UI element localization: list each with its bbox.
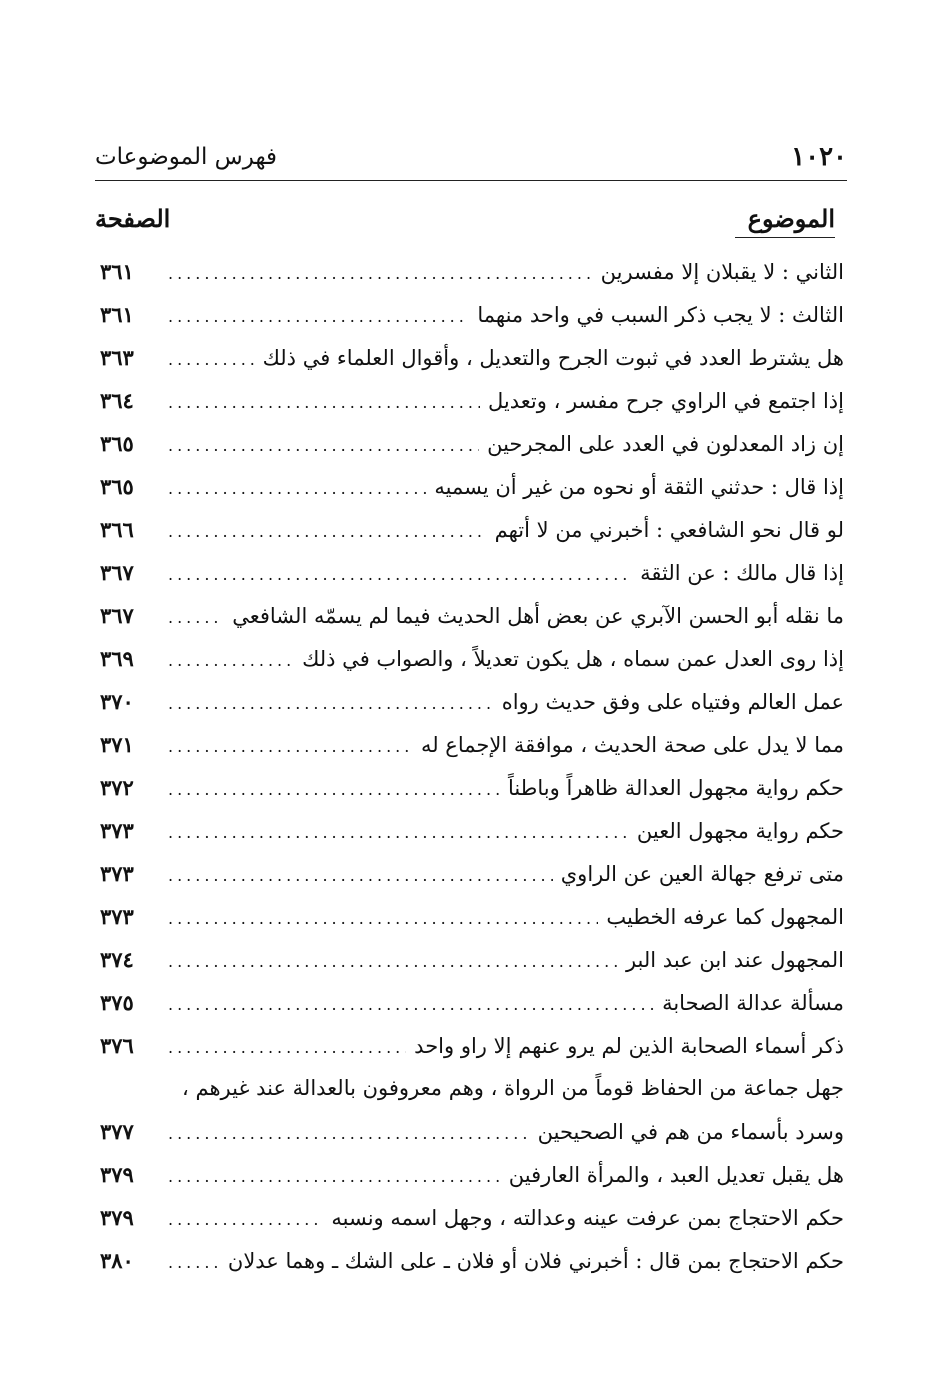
leader-dots (168, 854, 553, 897)
entry-page: ٣٧٩ (100, 1205, 134, 1230)
leader-dots (168, 725, 413, 768)
page-number: ١٠٢٠ (791, 142, 847, 172)
entry-topic: هل يشترط العدد في ثبوت الجرح والتعديل ، وأقوال العلماء في ذلك (262, 346, 844, 370)
entry-page: ٣٦١ (100, 259, 134, 284)
entry-topic: حكم رواية مجهول العدالة ظاهراً وباطناً (507, 776, 844, 800)
page-column-heading: الصفحة (95, 204, 171, 233)
entry-page: ٣٦٩ (100, 646, 134, 671)
entry-topic: ما نقله أبو الحسن الآبري عن بعض أهل الحديث فيما لم يسمّه الشافعي (232, 604, 844, 628)
toc-entry (100, 250, 844, 293)
entry-page: ٣٧٢ (100, 775, 134, 800)
entry-page: ٣٦١ (100, 302, 134, 327)
leader-dots (168, 1026, 406, 1069)
toc-entry (100, 551, 844, 594)
entry-topic: الثاني : لا يقبلان إلا مفسرين (600, 260, 844, 284)
leader-dots (168, 1241, 220, 1284)
entry-page: ٣٧٤ (100, 947, 134, 972)
table-of-contents (100, 250, 844, 1282)
toc-entry (100, 293, 844, 336)
entry-topic: حكم الاحتجاج بمن قال : أخبرني فلان أو فلان ـ على الشك ـ وهما عدلان (227, 1249, 844, 1273)
leader-dots (168, 983, 654, 1026)
entry-page: ٣٧٣ (100, 818, 134, 843)
entry-topic: جهل جماعة من الحفاظ قوماً من الرواة ، وهم معروفون بالعدالة عند غيرهم ، (182, 1076, 844, 1100)
toc-entry (100, 766, 844, 809)
running-header (95, 140, 847, 181)
leader-dots (168, 553, 632, 596)
entry-topic: وسرد بأسماء من هم في الصحيحين (537, 1120, 844, 1144)
entry-page: ٣٧٩ (100, 1162, 134, 1187)
entry-topic: إذا اجتمع في الراوي جرح مفسر ، وتعديل (488, 389, 844, 413)
toc-entry (100, 938, 844, 981)
toc-entry (100, 422, 844, 465)
leader-dots (168, 596, 224, 639)
leader-dots (168, 381, 480, 424)
toc-entry (100, 336, 844, 379)
toc-entry (100, 809, 844, 852)
leader-dots (168, 467, 426, 510)
leader-dots (168, 252, 593, 295)
column-headings (95, 204, 847, 242)
entry-topic: إذا قال مالك : عن الثقة (640, 561, 844, 585)
leader-dots (168, 510, 487, 553)
entry-topic: الثالث : لا يجب ذكر السبب في واحد منهما (477, 303, 844, 327)
toc-entry (100, 1239, 844, 1282)
toc-entry (100, 895, 844, 938)
topic-column-heading: الموضوع (735, 204, 835, 238)
entry-topic: مما لا يدل على صحة الحديث ، موافقة الإجماع له (420, 733, 844, 757)
leader-dots (168, 1198, 323, 1241)
leader-dots (168, 338, 255, 381)
toc-entry (100, 594, 844, 637)
toc-entry (100, 852, 844, 895)
toc-entry (100, 637, 844, 680)
entry-topic: عمل العالم وفتياه على وفق حديث رواه (501, 690, 844, 714)
entry-page: ٣٦٧ (100, 560, 134, 585)
toc-entry (100, 1196, 844, 1239)
leader-dots (168, 682, 494, 725)
header-title: فهرس الموضوعات (95, 144, 278, 170)
entry-topic: لو قال نحو الشافعي : أخبرني من لا أتهم (494, 518, 844, 542)
entry-page: ٣٨٠ (100, 1248, 134, 1273)
leader-dots (168, 897, 598, 940)
toc-entry (100, 508, 844, 551)
toc-entry (100, 379, 844, 422)
leader-dots (168, 424, 479, 467)
entry-topic: حكم الاحتجاج بمن عرفت عينه وعدالته ، وجهل اسمه ونسبه (331, 1206, 844, 1230)
entry-topic: إذا روى العدل عمن سماه ، هل يكون تعديلاً ، والصواب في ذلك (302, 647, 844, 671)
toc-entry-continued (100, 1067, 844, 1110)
toc-entry (100, 1153, 844, 1196)
toc-entry (100, 465, 844, 508)
entry-topic: ذكر أسماء الصحابة الذين لم يرو عنهم إلا راو واحد (414, 1034, 844, 1058)
entry-page: ٣٦٣ (100, 345, 134, 370)
entry-page: ٣٧٣ (100, 861, 134, 886)
leader-dots (168, 1112, 530, 1155)
entry-topic: مسألة عدالة الصحابة (662, 991, 844, 1015)
leader-dots (168, 940, 618, 983)
toc-entry (100, 981, 844, 1024)
entry-topic: حكم رواية مجهول العين (636, 819, 844, 843)
entry-page: ٣٦٥ (100, 474, 134, 499)
leader-dots (168, 295, 469, 338)
entry-page: ٣٦٤ (100, 388, 134, 413)
entry-page: ٣٦٧ (100, 603, 134, 628)
leader-dots (168, 768, 500, 811)
leader-dots (168, 811, 629, 854)
toc-entry (100, 680, 844, 723)
leader-dots (168, 1155, 501, 1198)
entry-page: ٣٦٦ (100, 517, 134, 542)
leader-dots (168, 639, 294, 682)
entry-topic: متى ترفع جهالة العين عن الراوي (560, 862, 844, 886)
toc-entry (100, 1024, 844, 1067)
entry-topic: المجهول كما عرفه الخطيب (606, 905, 844, 929)
entry-page: ٣٧٧ (100, 1119, 134, 1144)
entry-topic: إذا قال : حدثني الثقة أو نحوه من غير أن يسميه (434, 475, 844, 499)
entry-page: ٣٧٣ (100, 904, 134, 929)
entry-page: ٣٧١ (100, 732, 134, 757)
toc-entry (100, 1110, 844, 1153)
entry-topic: هل يقبل تعديل العبد ، والمرأة العارفين (508, 1163, 844, 1187)
entry-page: ٣٧٠ (100, 689, 134, 714)
entry-page: ٣٧٦ (100, 1033, 134, 1058)
entry-page: ٣٦٥ (100, 431, 134, 456)
entry-page: ٣٧٥ (100, 990, 134, 1015)
toc-entry (100, 723, 844, 766)
entry-topic: المجهول عند ابن عبد البر (625, 948, 844, 972)
entry-topic: إن زاد المعدلون في العدد على المجرحين (487, 432, 844, 456)
